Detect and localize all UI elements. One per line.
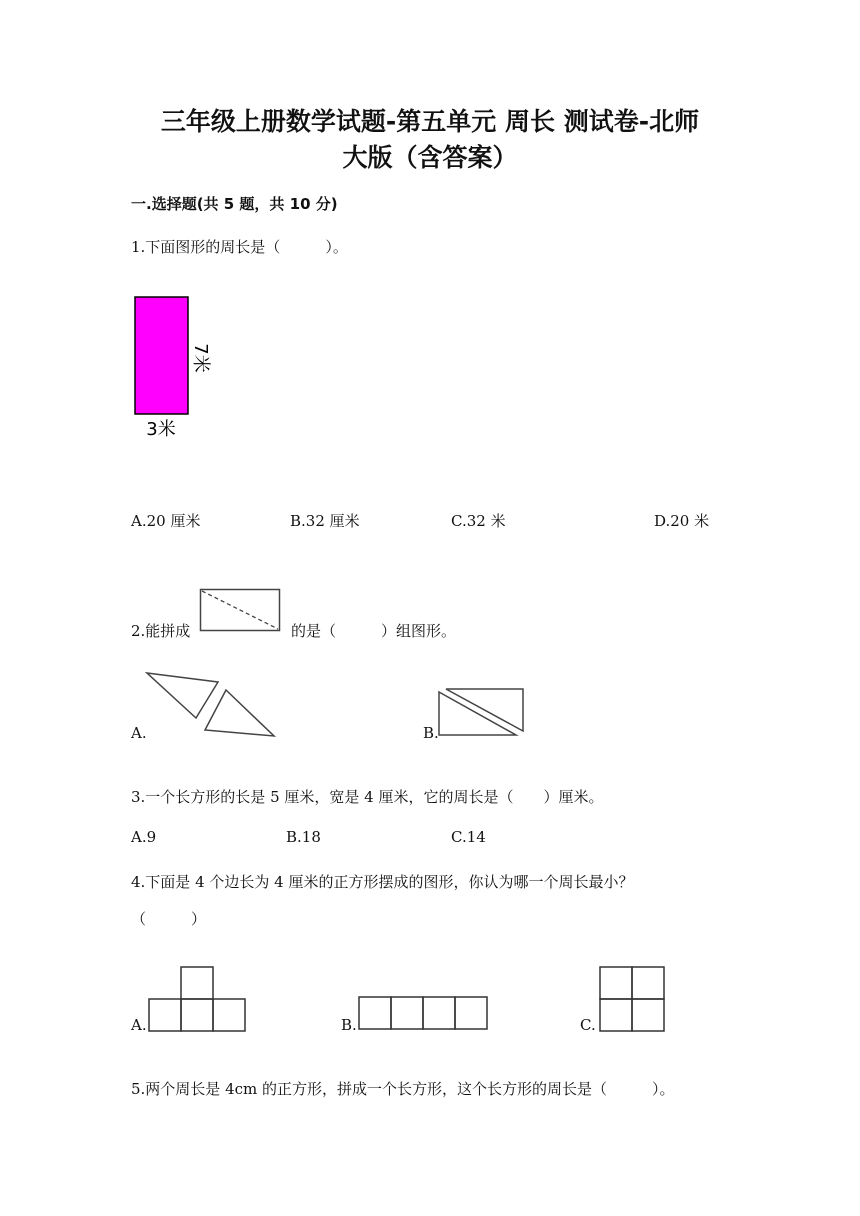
question-4-blank: （ ）	[131, 910, 207, 928]
q4-c-square-1	[600, 967, 632, 999]
q4-c-square-3	[600, 999, 632, 1031]
q2-dashed-diagonal	[202, 591, 278, 629]
q1-height-label: 7米	[190, 343, 211, 373]
q4-option-a[interactable]: A.	[131, 1016, 147, 1034]
q1-option-c[interactable]: C.32 米	[451, 512, 506, 530]
question-5-stem: 5.两个周长是 4cm 的正方形，拼成一个长方形，这个长方形的周长是（ ）。	[131, 1080, 675, 1098]
question-3-stem: 3.一个长方形的长是 5 厘米，宽是 4 厘米，它的周长是（ ）厘米。	[131, 788, 604, 806]
q4-c-square-2	[632, 967, 664, 999]
q4-b-square-1	[359, 997, 391, 1029]
q2-b-triangle-lower	[439, 692, 516, 735]
q4-a-square-top	[181, 967, 213, 999]
q4-b-square-3	[423, 997, 455, 1029]
page-title-line1: 三年级上册数学试题-第五单元 周长 测试卷-北师	[160, 107, 700, 136]
q1-option-a[interactable]: A.20 厘米	[131, 512, 201, 530]
q2-a-triangle-1	[147, 673, 218, 718]
q2-option-b-figure	[436, 684, 528, 740]
q4-option-b-figure	[358, 996, 488, 1032]
q4-a-square-3	[213, 999, 245, 1031]
q4-option-c-figure	[599, 966, 667, 1032]
page-title-line2: 大版（含答案）	[342, 143, 518, 172]
q2-b-triangle-upper	[446, 689, 523, 731]
q4-a-square-1	[149, 999, 181, 1031]
q2-target-rectangle-figure	[199, 588, 283, 634]
q1-width-label: 3米	[146, 419, 176, 440]
question-2-stem-after: 的是（ ）组图形。	[291, 622, 457, 640]
q2-option-b[interactable]: B.	[423, 724, 439, 742]
q4-option-b[interactable]: B.	[341, 1016, 357, 1034]
q2-option-a-figure	[140, 668, 280, 743]
q1-option-b[interactable]: B.32 厘米	[290, 512, 360, 530]
q4-option-a-figure	[148, 966, 248, 1032]
q1-option-d[interactable]: D.20 米	[654, 512, 710, 530]
q4-b-square-2	[391, 997, 423, 1029]
q1-magenta-rectangle	[135, 297, 188, 414]
q1-rectangle-figure	[120, 290, 230, 450]
q4-a-square-2	[181, 999, 213, 1031]
q4-c-square-4	[632, 999, 664, 1031]
q4-b-square-4	[455, 997, 487, 1029]
section-heading: 一.选择题(共 5 题，共 10 分)	[131, 195, 338, 213]
q3-option-a[interactable]: A.9	[131, 828, 157, 846]
q3-option-b[interactable]: B.18	[286, 828, 321, 846]
question-4-stem: 4.下面是 4 个边长为 4 厘米的正方形摆成的图形，你认为哪一个周长最小？	[131, 873, 634, 891]
question-1-stem: 1.下面图形的周长是（ ）。	[131, 238, 348, 256]
q2-a-triangle-2	[205, 690, 274, 736]
q4-option-c[interactable]: C.	[580, 1016, 596, 1034]
q2-option-a[interactable]: A.	[131, 724, 147, 742]
question-2-stem-before: 2.能拼成	[131, 622, 191, 640]
q3-option-c[interactable]: C.14	[451, 828, 486, 846]
